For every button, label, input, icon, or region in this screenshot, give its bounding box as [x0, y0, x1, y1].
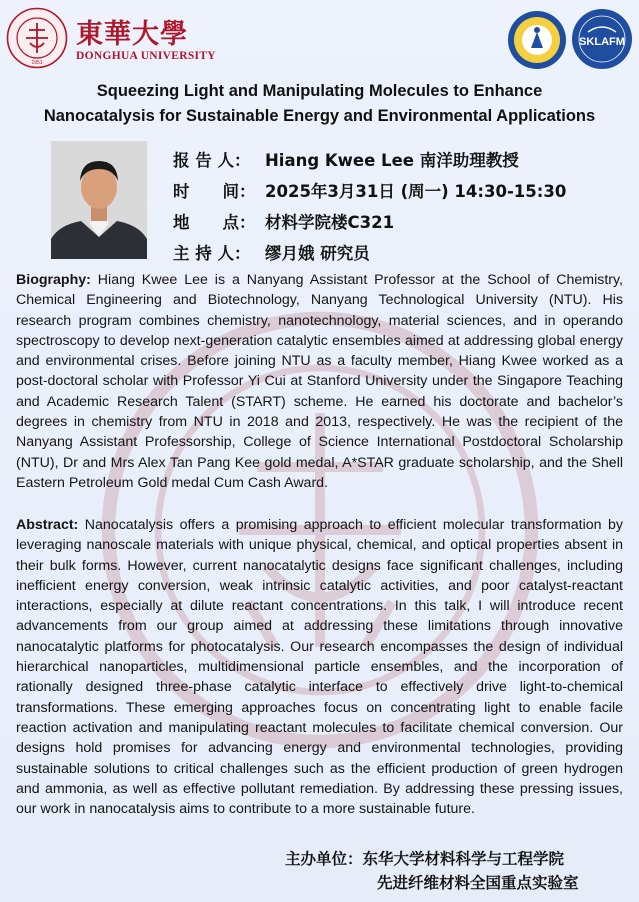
abstract-text: Nanocatalysis offers a promising approach to efficient molecular transformation by leveraging nanoscale materials with unique physical, chemical, and optical properties absent in their bulk forms. However, current nanocatalytic designs face significant challenges, including inefficient energy conversion, weak intrinsic catalytic activities, and poor catalyst-reactant interactions, especially at dilute reactant concentrations. In this talk, I will introduce recent advancements from our group aimed at addressing these limitations through innovative nanocatalytic platforms for photocatalysis. Our research encompasses the design of individual hierarchical nanoparticles, multidimensional particle ensembles, and the incorporation of rationally designed three-phase catalytic interface to effectively drive light-to-chemical transformations. These emerging approaches focus on concentrating light to enable facile reaction activation and manipulating reactant molecules to facilitate chemical conversion. Our designs hold promises for advancing energy and environmental technologies, providing sustainable solutions to critical challenges such as the efficient production of green hydrogen and ammonia, as well as effective pollutant remediation. By addressing these pressing issues, our work in nanocatalysis aims to contribute to a more sustainable future. — [16, 517, 623, 818]
biography-paragraph — [16, 270, 623, 493]
sponsor-block — [285, 847, 625, 895]
abstract-paragraph — [16, 515, 623, 819]
host-key: 主 持 人： — [173, 243, 251, 263]
time-value: 2025年3月31日 (周一) 14:30-15:30 — [265, 181, 567, 201]
university-seal-logo — [6, 7, 68, 69]
time-row — [173, 174, 566, 205]
speaker-value: Hiang Kwee Lee 南洋助理教授 — [265, 150, 519, 170]
talk-info — [173, 143, 566, 267]
sklafm-logo — [571, 8, 633, 70]
biography-label: Biography: — [16, 272, 91, 288]
abstract-label: Abstract: — [16, 517, 79, 533]
university-name-en: DONGHUA UNIVERSITY — [76, 50, 216, 62]
university-name-cn: 東華大學 — [76, 19, 188, 50]
svg-text:SKLAFM: SKLAFM — [579, 36, 625, 48]
speaker-photo — [51, 141, 147, 259]
title-line-2: Nanocatalysis for Sustainable Energy and Environmental Applications — [43, 107, 596, 125]
host-value: 缪月娥 研究员 — [265, 243, 370, 263]
place-key: 地 点： — [173, 212, 256, 232]
talk-title — [0, 79, 639, 129]
place-row — [173, 205, 566, 236]
dhu-college-logo — [507, 10, 567, 70]
speaker-row — [173, 143, 566, 174]
speaker-key: 报 告 人： — [173, 150, 251, 170]
host-row — [173, 236, 566, 267]
biography-text: Hiang Kwee Lee is a Nanyang Assistant Professor at the School of Chemistry, Chemical Engineering and Biotechnology, Nanyang Technological University (NTU). His research program combines chemistry, nanotechnology, material sciences, and in operando spectroscopy to develop next-generation catalytic ensembles aimed at addressing global energy and environmental crises. Before joining NTU as a faculty member, Hiang Kwee worked as a post-doctoral scholar with Professor Yi Cui at Stanford University under the Singapore Teaching and Academic Research Talent (START) scheme. He earned his doctorate and bachelor’s degrees in chemistry from NTU in 2018 and 2013, respectively. He was the recipient of the Nanyang Assistant Professorship, College of Science International Postdoctoral Scholarship (NTU), Dr and Mrs Alex Tan Pang Kee gold medal, A*STAR graduate scholarship, and the Shell Eastern Petroleum Gold medal Cum Cash Award. — [16, 272, 623, 491]
time-key: 时 间： — [173, 181, 256, 201]
svg-text:1951: 1951 — [31, 60, 43, 66]
sponsor-line-2: 先进纤维材料全国重点实验室 — [377, 874, 579, 892]
sponsor-line-1: 主办单位：东华大学材料科学与工程学院 — [285, 850, 565, 868]
place-value: 材料学院楼C321 — [265, 212, 395, 232]
title-line-1: Squeezing Light and Manipulating Molecules to Enhance — [96, 82, 543, 100]
